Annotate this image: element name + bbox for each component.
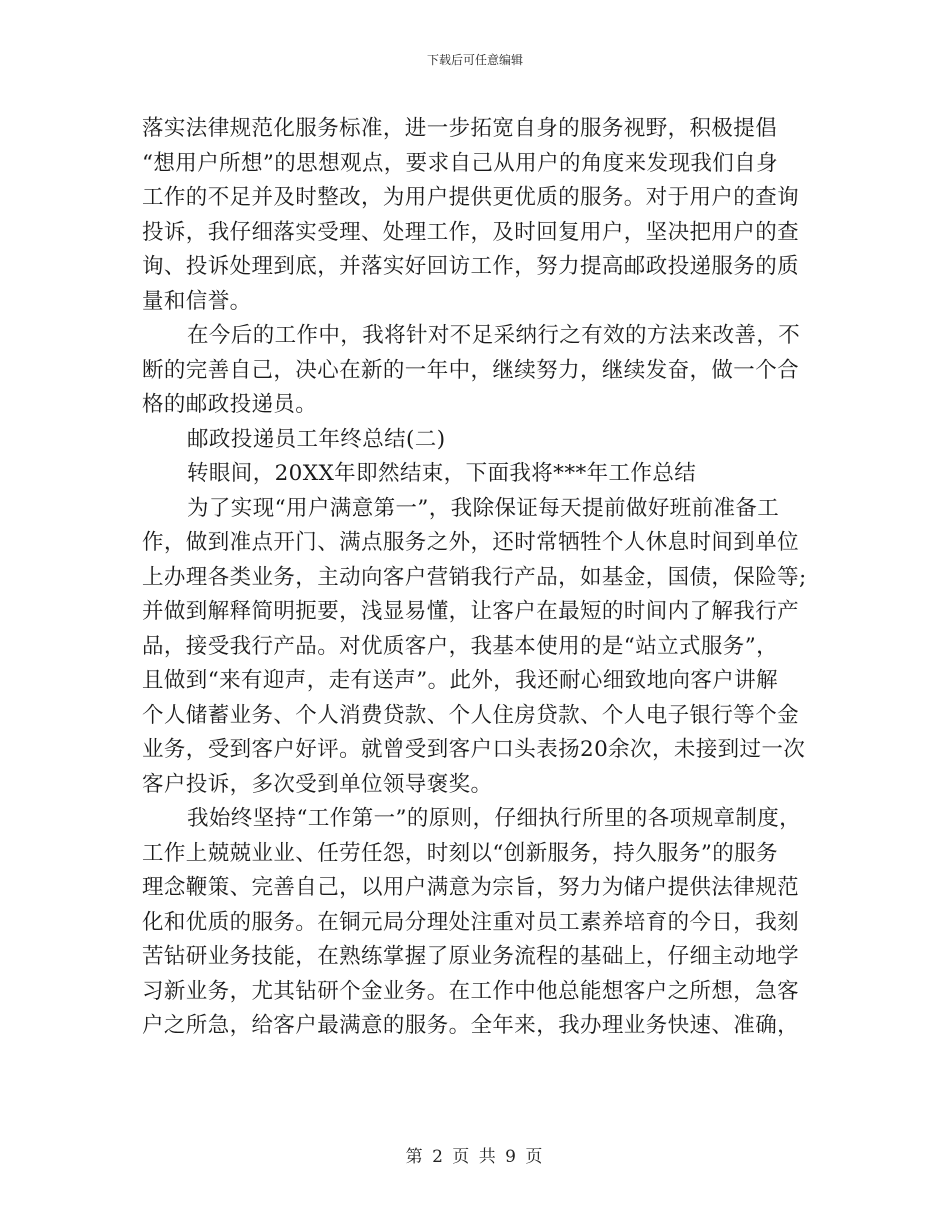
text-line: 转眼间，20XX年即然结束，下面我将***年工作总结 bbox=[187, 461, 697, 486]
page-header: 下载后可任意编辑 bbox=[426, 53, 523, 67]
text-line: 在今后的工作中，我将针对不足采纳行之有效的方法来改善，不 bbox=[187, 323, 801, 348]
text-line: 工作上兢兢业业、任劳任怨，时刻以“创新服务，持久服务”的服务 bbox=[142, 840, 778, 866]
text-line: 投诉，我仔细落实受理、处理工作，及时回复用户，坚决把用户的查 bbox=[142, 219, 800, 245]
page-footer: 第 2 页 共 9 页 bbox=[405, 1147, 545, 1167]
text-line: 习新业务，尤其钻研个金业务。在工作中他总能想客户之所想，急客 bbox=[142, 978, 800, 1004]
text-line: 并做到解释简明扼要，浅显易懂，让客户在最短的时间内了解我行产 bbox=[142, 599, 800, 624]
text-line: 为了实现“用户满意第一”，我除保证每天提前做好班前准备工 bbox=[187, 495, 780, 521]
text-line: 断的完善自己，决心在新的一年中，继续努力，继续发奋，做一个合 bbox=[142, 357, 800, 383]
text-line: 化和优质的服务。在铜元局分理处注重对员工素养培育的今日，我刻 bbox=[142, 909, 800, 935]
text-line: 理念鞭策、完善自己，以用户满意为宗旨，努力为储户提供法律规范 bbox=[142, 875, 800, 900]
text-line: 上办理各类业务，主动向客户营销我行产品，如基金，国债，保险等; bbox=[142, 564, 807, 590]
text-line: 量和信誉。 bbox=[142, 288, 252, 314]
section-heading: 邮政投递员工年终总结(二) bbox=[187, 426, 446, 452]
text-line: 询、投诉处理到底，并落实好回访工作，努力提高邮政投递服务的质 bbox=[142, 254, 800, 279]
text-line: 且做到“来有迎声，走有送声”。此外，我还耐心细致地向客户讲解 bbox=[142, 668, 778, 693]
text-line: 个人储蓄业务、个人消费贷款、个人住房贷款、个人电子银行等个金 bbox=[142, 702, 800, 728]
text-line: 户之所急，给客户最满意的服务。全年来，我办理业务快速、准确， bbox=[142, 1013, 800, 1038]
text-line: 工作的不足并及时整改，为用户提供更优质的服务。对于用户的查询 bbox=[142, 185, 800, 210]
text-line: 客户投诉，多次受到单位领导褒奖。 bbox=[142, 771, 493, 797]
text-line: 业务，受到客户好评。就曾受到客户口头表扬20余次，未接到过一次 bbox=[142, 737, 806, 762]
text-line: 我始终坚持“工作第一”的原则，仔细执行所里的各项规章制度， bbox=[187, 806, 802, 831]
document-body bbox=[142, 112, 822, 1044]
text-line: 苦钻研业务技能，在熟练掌握了原业务流程的基础上，仔细主动地学 bbox=[142, 944, 800, 969]
text-line: 品，接受我行产品。对优质客户，我基本使用的是“站立式服务”， bbox=[142, 633, 778, 659]
text-line: 作，做到准点开门、满点服务之外，还时常牺牲个人休息时间到单位 bbox=[142, 530, 800, 555]
text-line: 格的邮政投递员。 bbox=[142, 392, 318, 417]
text-line: “想用户所想”的思想观点，要求自己从用户的角度来发现我们自身 bbox=[142, 150, 778, 176]
text-line: 落实法律规范化服务标准，进一步拓宽自身的服务视野，积极提倡 bbox=[142, 116, 778, 141]
